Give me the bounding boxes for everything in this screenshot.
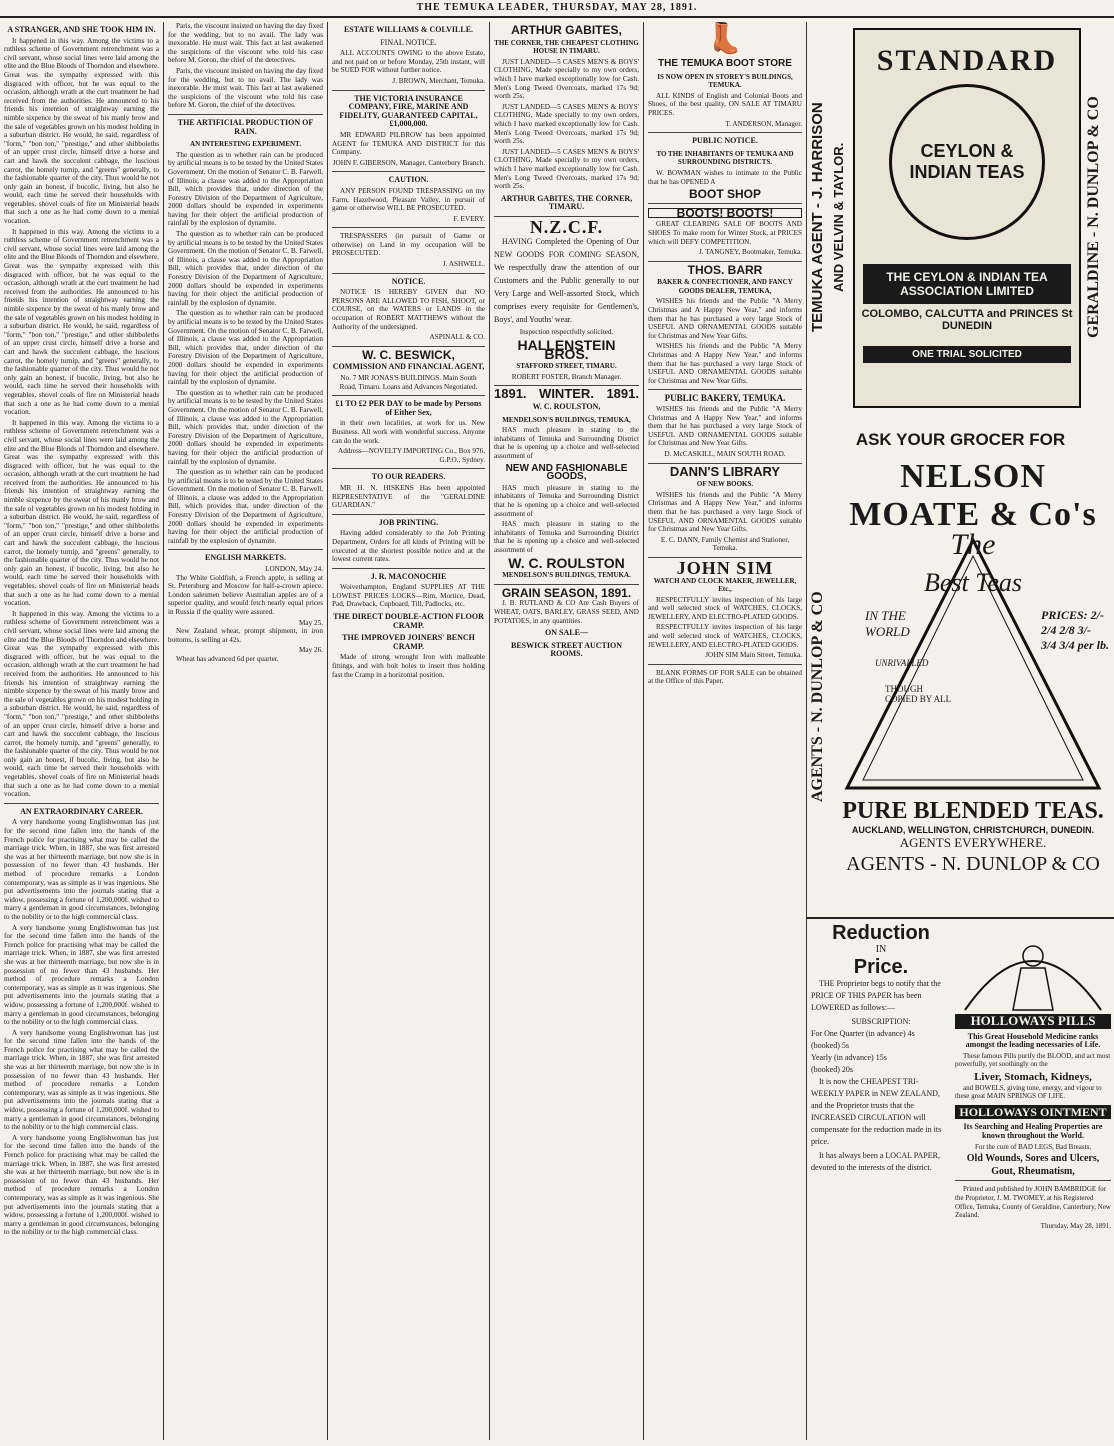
divider [332,227,485,228]
divider [168,549,323,550]
year-left: 1891. [494,386,527,402]
subscription-line: (booked) 20s [811,1065,853,1074]
ad-body: Made of strong wrought Iron with malleable fittings, and with bolt holes to insert thus holding fast the Cramp in a horizontal position. [332,653,485,679]
ad-title: ARTHUR GABITES, [511,23,622,37]
ad-title: GRAIN SEASON, 1891. [501,585,632,600]
ad-body: in their own localities, at work for us. New Business. All work with wonderful success. Anyone can do the work. [332,419,485,445]
ad-subtitle: FINAL NOTICE. [380,37,437,47]
article-title: AN EXTRAORDINARY CAREER. [20,806,143,816]
figure-illustration-icon [955,922,1111,1012]
holloway-head: Liver, Stomach, Kidneys, [974,1070,1092,1083]
ad-title: DANN'S LIBRARY [669,463,781,479]
standard-tea-ad [853,28,1081,408]
ad-body: WISHES his friends and the Public "A Merry Christmas and A Happy New Year," and informs them that he has purchased a very large Stock of USEFUL AND ORNAMENTAL GOODS suitable for Christmas and New Year Gifts. [648,297,802,340]
article-title: A STRANGER, AND SHE TOOK HIM IN. [7,25,156,34]
agents-everywhere: AGENTS EVERYWHERE. [899,835,1047,850]
article-body: It happened in this way. Among the victims to a ruthless scheme of Government retrenchment was a civil servant, whose social lines were laid among the elite and the Blue Bloods of Thorndon and elsewhere. Great was the sympathy expressed with this disgraced with officer, but he was equal to the occasion, although wrath at the curt treatment he had received from the authorities. He announced to his friends his intention of straightway earning the nimble sixpence by the sweat of his manly brow and the sale of vegetables grown on his modest holding in a suburban district. He would, he said, regardless of "form," "bon ton," "prestige," and other shibboleths of an upper crust circle, himself drive a horse and cart and hawk the succulent cabbage, the luscious carrot, the homely turnip, and "greens" generally, to the fashionable quarter of the city. Thus would he not only gain an honest, if bucolic, living, but also he would, each time he served their households with vegetables, shovel coals of fire on Ministerial heads that such a one as he had come down to a menial vocation. [4,418,159,608]
ad-signature: JOHN SIM Main Street, Temuka. [705,651,802,660]
ad-body: W. BOWMAN wishes to intimate to the Public that he has OPENED A [648,168,802,186]
holloway-body: These famous Pills purify the BLOOD, and act most powerfully, yet soothingly on the [955,1051,1111,1069]
ad-body: HAS much pleasure in stating to the inhabitants of Temuka and Surrounding District that he is opening up a choice and well-selected assortment of [494,426,639,460]
column-1 [0,22,163,1440]
reduction-title: Reduction [832,922,930,944]
ad-signature: ROBERT FOSTER, Branch Manager. [511,372,622,381]
divider [332,171,485,172]
article-body: The question as to whether rain can be produced by artificial means is to be tested by the United States Government. On the motion of Senator C. B. Farwell, of Illinois, a clause was added to the Appropriation Bill, which provides that, under direction of the Forestry Division of the Department of Agriculture, 2000 dollars should be expended in experiments having for their object the artificial production of rainfall by the explosion of dynamite. [168,388,323,466]
holloway-ads [955,922,1111,1432]
divider [332,568,485,569]
ad-signature: D. McCASKILL, MAIN SOUTH ROAD. [664,449,786,458]
ad-subtitle: TO THE INHABITANTS OF TEMUKA AND SURROUNDING DISTRICTS. [656,149,794,167]
dunlop-agents: AGENTS - N. DUNLOP & CO [846,853,1100,875]
tea-emblem [889,84,1045,240]
divider [648,664,802,665]
ad-subtitle: ON SALE— [545,628,588,638]
ad-body: ALL ACCOUNTS OWING to the above Estate, and not paid on or before Monday, 25th instant, will be SUED FOR without further notice. [332,49,485,75]
ad-body: J. B. RUTLAND & CO Are Cash Buyers of WHEAT, OATS, BARLEY, GRASS SEED, AND POTATOES, in any quantities. [494,599,639,625]
ad-body: WISHES his friends and the Public "A Merry Christmas and A Happy New Year," and informs them that he has purchased a very large Stock of USEFUL AND ORNAMENTAL GOODS suitable for Christmas and New Year Gifts. [648,405,802,448]
ad-body: RESPECTFULLY invites inspection of his large and well selected stock of WATCHES, CLOCKS, JEWELLERY, AND ELECTRO-PLATED GOODS. [648,595,802,621]
ad-title: N.Z.C.F. [529,216,604,237]
ad-body: MR H. N. HISKENS Has been appointed REPRESENTATIVE of the "GERALDINE GUARDIAN." [332,483,485,510]
ad-title: HALLENSTEIN BROS. [517,337,616,362]
ad-title: W. C. BESWICK, [362,347,455,362]
ad-title: THE VICTORIA INSURANCE COMPANY, FIRE, MARINE AND FIDELITY, GUARANTEED CAPITAL, £1,000,000. [339,93,478,129]
divider [332,468,485,469]
holloway-pills-banner: HOLLOWAYS PILLS [955,1014,1111,1029]
ad-body: JUST LANDED—5 CASES MEN'S & BOYS' CLOTHING, Made specially to my own orders, which I have marked exceptionally low for Cash. Men's Long Tweed Overcoats, marked 17s 9d; worth 25s. [494,57,639,101]
holloway-body: For the cure of BAD LEGS, Bad Breasts, [974,1142,1092,1151]
article-body: The question as to whether rain can be produced by artificial means is to be tested by the United States Government. On the motion of Senator C. B. Farwell, of Illinois, a clause was added to the Appropriation Bill, which provides that, under direction of the Forestry Division of the Department of Agriculture, 2000 dollars should be expended in experiments having for their object the artificial production of rainfall by the explosion of dynamite. [168,230,323,307]
ad-footer: BLANK FORMS OF FOR SALE can be obtained at the Office of this Paper. [648,668,802,686]
tea-brand: STANDARD [876,44,1058,77]
article-body: Wheat has advanced 6d per quarter. [176,654,279,663]
divider [955,1180,1111,1181]
ad-signature: ASPINALL & CO. [429,333,485,342]
column-4 [490,22,643,1440]
article-subtitle: AN INTERESTING EXPERIMENT. [190,140,301,149]
article-body: It happened in this way. Among the victims to a ruthless scheme of Government retrenchment was a civil servant, whose social lines were laid among the elite and the Blue Bloods of Thorndon and elsewhere. Great was the sympathy expressed with this disgraced with officer, but he was equal to the occasion, although wrath at the curt treatment he had received from the authorities. He announced to his friends his intention of straightway earning the nimble sixpence by the sweat of his manly brow and the sale of vegetables grown on his modest holding in a suburban district. He would, he said, regardless of "form," "bon ton," "prestige," and other shibboleths of an upper crust circle, himself drive a horse and cart and hawk the succulent cabbage, the luscious carrot, the homely turnip, and "greens" generally, to the fashionable quarter of the city. Thus would he not only gain an honest, if bucolic, living, but also he would, each time he served their households with vegetables, shovel coals of fire on Ministerial heads that such a one as he had come down to a menial vocation. [4,36,159,226]
ad-body: NOTICE IS HEREBY GIVEN that NO PERSONS ARE ALLOWED TO FISH, SHOOT, or COURSE, on the WATERS or LANDS in the occupation of ROBERT MATTHEWS without the Authority of the undersigned. [332,288,485,331]
ad-subtitle: MENDELSON'S BUILDINGS, TEMUKA. [502,571,631,580]
ad-subtitle: IS NOW OPEN IN STOREY'S BUILDINGS, TEMUKA. [657,72,793,90]
column-2 [164,22,327,1440]
divider [332,273,485,274]
holloway-body: and BOWELS, giving tone, energy, and vigour to these great MAIN SPRINGS OF LIFE. [955,1083,1102,1101]
ad-body: JUST LANDED—5 CASES MEN'S & BOYS' CLOTHING, Made specially to my own orders, which I have marked exceptionally low for Cash. Men's Long Tweed Overcoats, marked 17s 9d; worth 25s. [494,102,639,146]
ad-title: TO OUR READERS. [371,472,446,482]
tea-association-band: THE CEYLON & INDIAN TEA ASSOCIATION LIMITED [863,264,1071,304]
dateline: May 26. [299,646,323,655]
article-body: The question as to whether rain can be produced by artificial means is to be tested by the United States Government. On the motion of Senator C. B. Farwell, of Illinois, a clause was added to the Appropriation Bill, which provides that, under direction of the Forestry Division of the Department of Agriculture, 2000 dollars should be expended in experiments having for their object the artificial production of rainfall by the explosion of dynamite. [168,309,323,387]
ad-subtitle: BAKER & CONFECTIONER, AND FANCY GOODS DEALER, TEMUKA, [657,278,793,295]
ad-title: ESTATE WILLIAMS & COLVILLE. [343,25,474,34]
ad-signature: E. C. DANN, Family Chemist and Stationer, Temuka. [660,535,790,553]
divider [332,514,485,515]
masthead: THE TEMUKA LEADER, THURSDAY, MAY 28, 1891. [0,0,1114,18]
ad-head: BOOT SHOP [688,187,761,202]
tea-prices: PRICES: 2/- 2/4 2/8 3/- 3/4 3/4 per lb. [1041,608,1109,652]
ad-subtitle: OF NEW BOOKS. [696,480,754,489]
imprint: Printed and published by JOHN BAMBRIDGE for the Proprietor, J. M. TWOMEY, at his Registered Office, Temuka, County of Geraldine, Canterbury, New Zealand. [955,1185,1111,1220]
ad-subtitle: WATCH AND CLOCK MAKER, JEWELLER, Etc., [653,576,797,594]
article-body: New Zealand wheat, prompt shipment, in iron bottoms, is selling at 42s. [168,627,323,644]
ad-body: HAS much pleasure in stating to the inhabitants of Temuka and Surrounding District that he is opening up a choice and well-selected assortment of [494,520,639,554]
ad-title: £1 TO £2 PER DAY to be made by Persons of Either Sex, [335,399,482,417]
reduction-price: Price. [853,956,909,978]
divider [332,346,485,347]
ad-signature: T. ANDERSON, Manager. [725,119,802,128]
pure-blended: PURE BLENDED TEAS. [842,798,1104,824]
ad-body: RESPECTFULLY invites inspection of his large and well selected stock of WATCHES, CLOCKS, JEWELLERY, AND ELECTRO-PLATED GOODS. [648,623,802,649]
reduction-notice [811,922,951,1432]
divider [648,132,802,133]
tea-locations: COLOMBO, CALCUTTA and PRINCES St DUNEDIN [861,308,1073,332]
tea-best: Best Teas [924,568,1022,597]
reduction-in: IN [875,944,887,955]
article-body: It happened in this way. Among the victims to a ruthless scheme of Government retrenchment was a civil servant, whose social lines were laid among the elite and the Blue Bloods of Thorndon and elsewhere. Great was the sympathy expressed with this disgraced with officer, but he was equal to the occasion, although wrath at the curt treatment he had received from the authorities. He announced to his friends his intention of straightway earning the nimble sixpence by the sweat of his manly brow and the sale of vegetables grown on his modest holding in a suburban district. He would, he said, regardless of "form," "bon ton," "prestige," and other shibboleths of an upper crust circle, himself drive a horse and cart and hawk the succulent cabbage, the luscious carrot, the homely turnip, and "greens" generally, to the fashionable quarter of the city. Thus would he not only gain an honest, if bucolic, living, but also he would, each time he served their households with vegetables, shovel coals of fire on Ministerial heads that such a one as he had come down to a menial vocation. [4,227,159,417]
article-body: Paris, the viscount insisted on having the day fixed for the wedding, but to no avail. The lady was inexorable. He must wait. This fact at last awakened the suspicions of the viscount who told his case before M. Goron, the chief of the detectives. [168,66,323,110]
dateline: May 25. [299,618,323,627]
ad-signature: Address—NOVELTY IMPORTING Co., Box 976, G.P.O., Sydney. [338,447,485,464]
nelson-moate-ad [835,458,1111,898]
divider [648,389,802,390]
ad-title: PUBLIC BAKERY, TEMUKA. [664,393,786,404]
subscription-title: SUBSCRIPTION: [851,1017,911,1026]
subscription-line: Yearly (in advance) 15s [811,1053,887,1062]
column-5 [644,22,806,1440]
article-title: THE ARTIFICIAL PRODUCTION OF RAIN. [177,117,314,136]
article-body: The White Goldfish, a French apple, is selling at St. Petersburg and Moscow for half-a-crown apiece. London salesmen believe Australian apples are of a superior quality, and would fetch nearly equal prices in Russia if the quality were assured. [168,573,323,616]
ad-body: Having added considerably to the Job Printing Department, Orders for all kinds of Printing will be executed at the shortest possible notice and at the lowest current rates. [332,529,485,564]
ad-title: JOHN SIM [676,557,774,578]
ad-name: W. C. ROULSTON, [532,402,601,412]
ad-body: JUST LANDED—5 CASES MEN'S & BOYS' CLOTHING, Made specially to my own orders, which I have marked exceptionally low for Cash. Men's Long Tweed Overcoats, marked 17s 9d; worth 25s. [494,147,639,191]
ad-body: No. 7 MR JONAS'S BUILDINGS. Main South Road, Timaru. Loans and Advances Negotiated. [339,374,478,391]
ad-subtitle: STAFFORD STREET, TIMARU. [516,362,617,371]
imprint-date: Thursday, May 28, 1891. [1040,1221,1111,1230]
reduction-body: THE Proprietor begs to notify that the PRICE OF THIS PAPER has been LOWERED as follows:— [811,979,941,1012]
article-body: A very handsome young Englishwoman has just for the second time fallen into the hands of the French police for practising what may be called the marriage trick. When, in 1887, she was first arrested she was at her thirteenth marriage, but now she is in possession of no fewer than 43 husbands. Her method of procedure remarks a London contemporary, was as simple as it was ingenious. She put advertisements into the journals stating that a widow, possessing a fortune of 1,200,000f. wished to marry a gentleman in good circumstances, belonging to the nobility or to the high commercial class. [4,1028,159,1132]
article-body: The question as to whether rain can be produced by artificial means is to be tested by the United States Government. On the motion of Senator C. B. Farwell, of Illinois, a clause was added to the Appropriation Bill, which provides that, under direction of the Forestry Division of the Department of Agriculture, 2000 dollars should be expended in experiments having for their object the artificial production of rainfall by the explosion of dynamite. [168,468,323,545]
ad-signature: F. EVERY. [453,214,485,223]
holloway-subtitle: This Great Household Medicine ranks amongst the leading necessaries of Life. [965,1031,1101,1050]
ad-body: GREAT CLEARING SALE OF BOOTS AND SHOES To make room for Winter Stock, at PRICES which will DEFY COMPETITION. [648,220,802,246]
divider [494,584,639,585]
divider [648,203,802,204]
ad-title: THE TEMUKA BOOT STORE [658,58,792,69]
article-body: It happened in this way. Among the victims to a ruthless scheme of Government retrenchment was a civil servant, whose social lines were laid among the elite and the Blue Bloods of Thorndon and elsewhere. Great was the sympathy expressed with this disgraced with officer, but he was equal to the occasion, although wrath at the curt treatment he had received from the authorities. He announced to his friends his intention of straightway earning the nimble sixpence by the sweat of his manly brow and the sale of vegetables grown on his modest holding in a suburban district. He would, he said, regardless of "form," "bon ton," "prestige," and other shibboleths of an upper crust circle, himself drive a horse and cart and hawk the succulent cabbage, the luscious carrot, the homely turnip, and "greens" generally, to the fashionable quarter of the city. Thus would he not only gain an honest, if bucolic, living, but also he would, each time he served their households with vegetables, shovel coals of fire on Ministerial heads that such a one as he had come down to a menial vocation. [4,609,159,799]
reduction-body: It has always been a LOCAL PAPER, devoted to the interests of the district. [811,1151,940,1172]
ad-signature: J. TANGNEY, Bootmaker, Temuka. [698,248,802,257]
ad-title: THE IMPROVED JOINERS' BENCH CRAMP. [342,633,475,651]
vertical-agent-label: AGENTS - N. DUNLOP & CO [809,591,826,803]
article-body: A very handsome young Englishwoman has just for the second time fallen into the hands of the French police for practising what may be called the marriage trick. When, in 1887, she was first arrested she was at her thirteenth marriage, but now she is in possession of no fewer than 43 husbands. Her method of procedure remarks a London contemporary, was as simple as it was ingenious. She put advertisements into the journals stating that a widow, possessing a fortune of 1,200,000f. wished to marry a gentleman in good circumstances, belonging to the nobility or to the high commercial class. [4,1133,159,1237]
ad-subtitle: COMMISSION AND FINANCIAL AGENT, [332,362,485,372]
ad-body: HAS much pleasure in stating to the inhabitants of Temuka and Surrounding District that he is opening up a choice and well-selected assortment of [494,483,639,518]
winter-title: WINTER. [539,386,594,402]
article-body: The question as to whether rain can be produced by artificial means is to be tested by the United States Government. On the motion of Senator C. B. Farwell, of Illinois, a clause was added to the Appropriation Bill, which provides that, under direction of the Forestry Division of the Department of Agriculture, 2000 dollars should be expended in experiments having for their object the artificial production of rainfall by the explosion of dynamite. [168,150,323,228]
ad-title: PUBLIC NOTICE. [692,136,758,146]
column-6 [807,22,1114,1440]
ad-title [494,386,639,402]
holloway-subtitle: Its Searching and Healing Properties are known throughout the World. [963,1122,1103,1140]
divider [168,114,323,115]
ad-signature: J. BROWN, Merchant, Temuka. [392,76,485,85]
ad-signature: JOHN F. GIBERSON, Manager, Canterbury Branch. [332,158,485,167]
holloway-head: Old Wounds, Sores and Ulcers, [966,1153,1100,1165]
ad-body: ANY PERSON FOUND TRESPASSING on my Farm, Hazelwood, Pleasant Valley, in pursuit of game or otherwise WILL BE PROSECUTED. [332,186,485,213]
divider [4,803,159,804]
holloway-ointment-banner: HOLLOWAYS OINTMENT [955,1105,1111,1120]
divider [648,261,802,262]
divider [807,917,1114,919]
vertical-agent-label: GERALDINE - N. DUNLOP & CO [1085,96,1102,338]
ad-body: Woivethampton, England SUPPLIES AT THE LOWEST PRICES LOCKS—Rim, Mortice, Dead, Pad, Drawback, Cupboard, Till, Padlocks, etc. [332,583,485,609]
dateline: LONDON, May 24. [265,565,323,574]
ad-signature: ARTHUR GABITES, THE CORNER, TIMARU. [500,193,633,212]
year-right: 1891. [606,386,639,402]
ad-title: THOS. BARR [687,262,763,277]
ad-title: CAUTION. [388,175,429,185]
tea-unrivalled: UNRIVALLED [875,658,929,668]
nelson-brand: NELSON MOATE & Co's [849,458,1097,533]
ad-title: J. R. MACONOCHIE [370,571,447,581]
divider [332,90,485,91]
tea-trial: ONE TRIAL SOLICITED [863,346,1071,363]
ad-subtitle: THE CORNER, THE CHEAPEST CLOTHING HOUSE IN TIMARU. [494,38,639,56]
ad-subtitle: MENDELSON'S BUILDINGS, TEMUKA, [502,415,631,424]
ad-title: JOB PRINTING. [378,517,439,527]
ad-body: HAVING Completed the Opening of Our NEW GOODS FOR COMING SEASON, We respectfully draw the attention of our Customers and the Public generally to our Very Large and Well-assorted Stock, which comprises every requisite for Gentlemen's, Boys', and Youths' wear. [494,237,639,325]
vertical-agent-label: AND VELVIN & TAYLOR. [831,142,846,292]
vertical-agent-label: TEMUKA AGENT - J. HARRISON [809,102,826,332]
tea-the: The [950,528,996,561]
subscription-line: (booked) 5s [811,1041,849,1050]
ad-body: ALL KINDS of English and Colonial Boots and Shoes, of the best quality, ON SALE AT TIMARU PRICES. [648,91,802,117]
ad-signature: J. ASHWELL. [442,260,485,269]
ad-footer: W. C. ROULSTON [508,554,625,571]
subscription-line: For One Quarter (in advance) 4s [811,1029,915,1038]
ad-footer: Inspection respectfully solicited. [519,328,614,337]
ad-body: WISHES his friends and the Public "A Merry Christmas and A Happy New Year," and informs them that he has purchased a very large Stock of USEFUL AND ORNAMENTAL GOODS suitable for Christmas and New Year Gifts. [648,490,802,534]
tea-cities: AUCKLAND, WELLINGTON, CHRISTCHURCH, DUNEDIN. [851,825,1095,835]
divider [332,395,485,396]
article-title: ENGLISH MARKETS. [205,553,286,563]
ad-title: THE DIRECT DOUBLE-ACTION FLOOR CRAMP. [333,612,484,630]
tea-copied: THOUGH COPIED BY ALL [885,684,952,704]
tea-emblem-text: CEYLON & INDIAN TEAS [909,141,1025,182]
ad-body: MR EDWARD PILBROW has been appointed AGENT for TEMUKA AND DISTRICT for this Company. [332,130,485,157]
ad-footer: BESWICK STREET AUCTION ROOMS. [511,640,622,659]
boot-icon: 👢 [706,22,744,55]
ad-body: WISHES his friends and the Public "A Merry Christmas and A Happy New Year," and informs them that he has purchased a very large Stock of USEFUL AND ORNAMENTAL GOODS suitable for Christmas and New Year Gifts. [648,342,802,385]
ad-title: NOTICE. [391,276,426,286]
article-body: A very handsome young Englishwoman has just for the second time fallen into the hands of the French police for practising what may be called the marriage trick. When, in 1887, she was first arrested she was at her thirteenth marriage, but now she is in possession of no fewer than 43 husbands. Her method of procedure remarks a London contemporary, was as simple as it was ingenious. She put advertisements into the journals stating that a widow, possessing a fortune of 1,200,000f. wished to marry a gentleman in good circumstances, belonging to the nobility or to the high commercial class. [4,923,159,1027]
tea-world: IN THE WORLD [865,608,910,639]
reduction-body: It is now the CHEAPEST TRI-WEEKLY PAPER in NEW ZEALAND, and the Proprietor trusts that the INCREASED CIRCULATION will compensate for the reduction made in its price. [811,1077,942,1146]
article-body: A very handsome young Englishwoman has just for the second time fallen into the hands of the French police for practising what may be called the marriage trick. When, in 1887, she was first arrested she was at her thirteenth marriage, but now she is in possession of no fewer than 43 husbands. Her method of procedure remarks a London contemporary, was as simple as it was ingenious. She put advertisements into the journals stating that a widow, possessing a fortune of 1,200,000f. wished to marry a gentleman in good circumstances, belonging to the nobility or to the high commercial class. [4,818,159,921]
holloway-head: Gout, Rheumatism, [991,1165,1075,1177]
ad-title: BOOTS! BOOTS! [648,208,802,219]
ask-grocer: ASK YOUR GROCER FOR [855,430,1066,449]
article-body: Paris, the viscount insisted on having the day fixed for the wedding, but to no avail. The lady was inexorable. He must wait. This fact at last awakened the suspicions of the viscount who told his case before M. Goron, the chief of the detectives. [168,22,323,65]
ad-head: NEW AND FASHIONABLE GOODS, [505,462,628,483]
column-3 [328,22,489,1440]
ad-body: TRESPASSERS (in pursuit of Game or otherwise) on Land in my occupation will be PROSECUTED. [332,232,485,258]
